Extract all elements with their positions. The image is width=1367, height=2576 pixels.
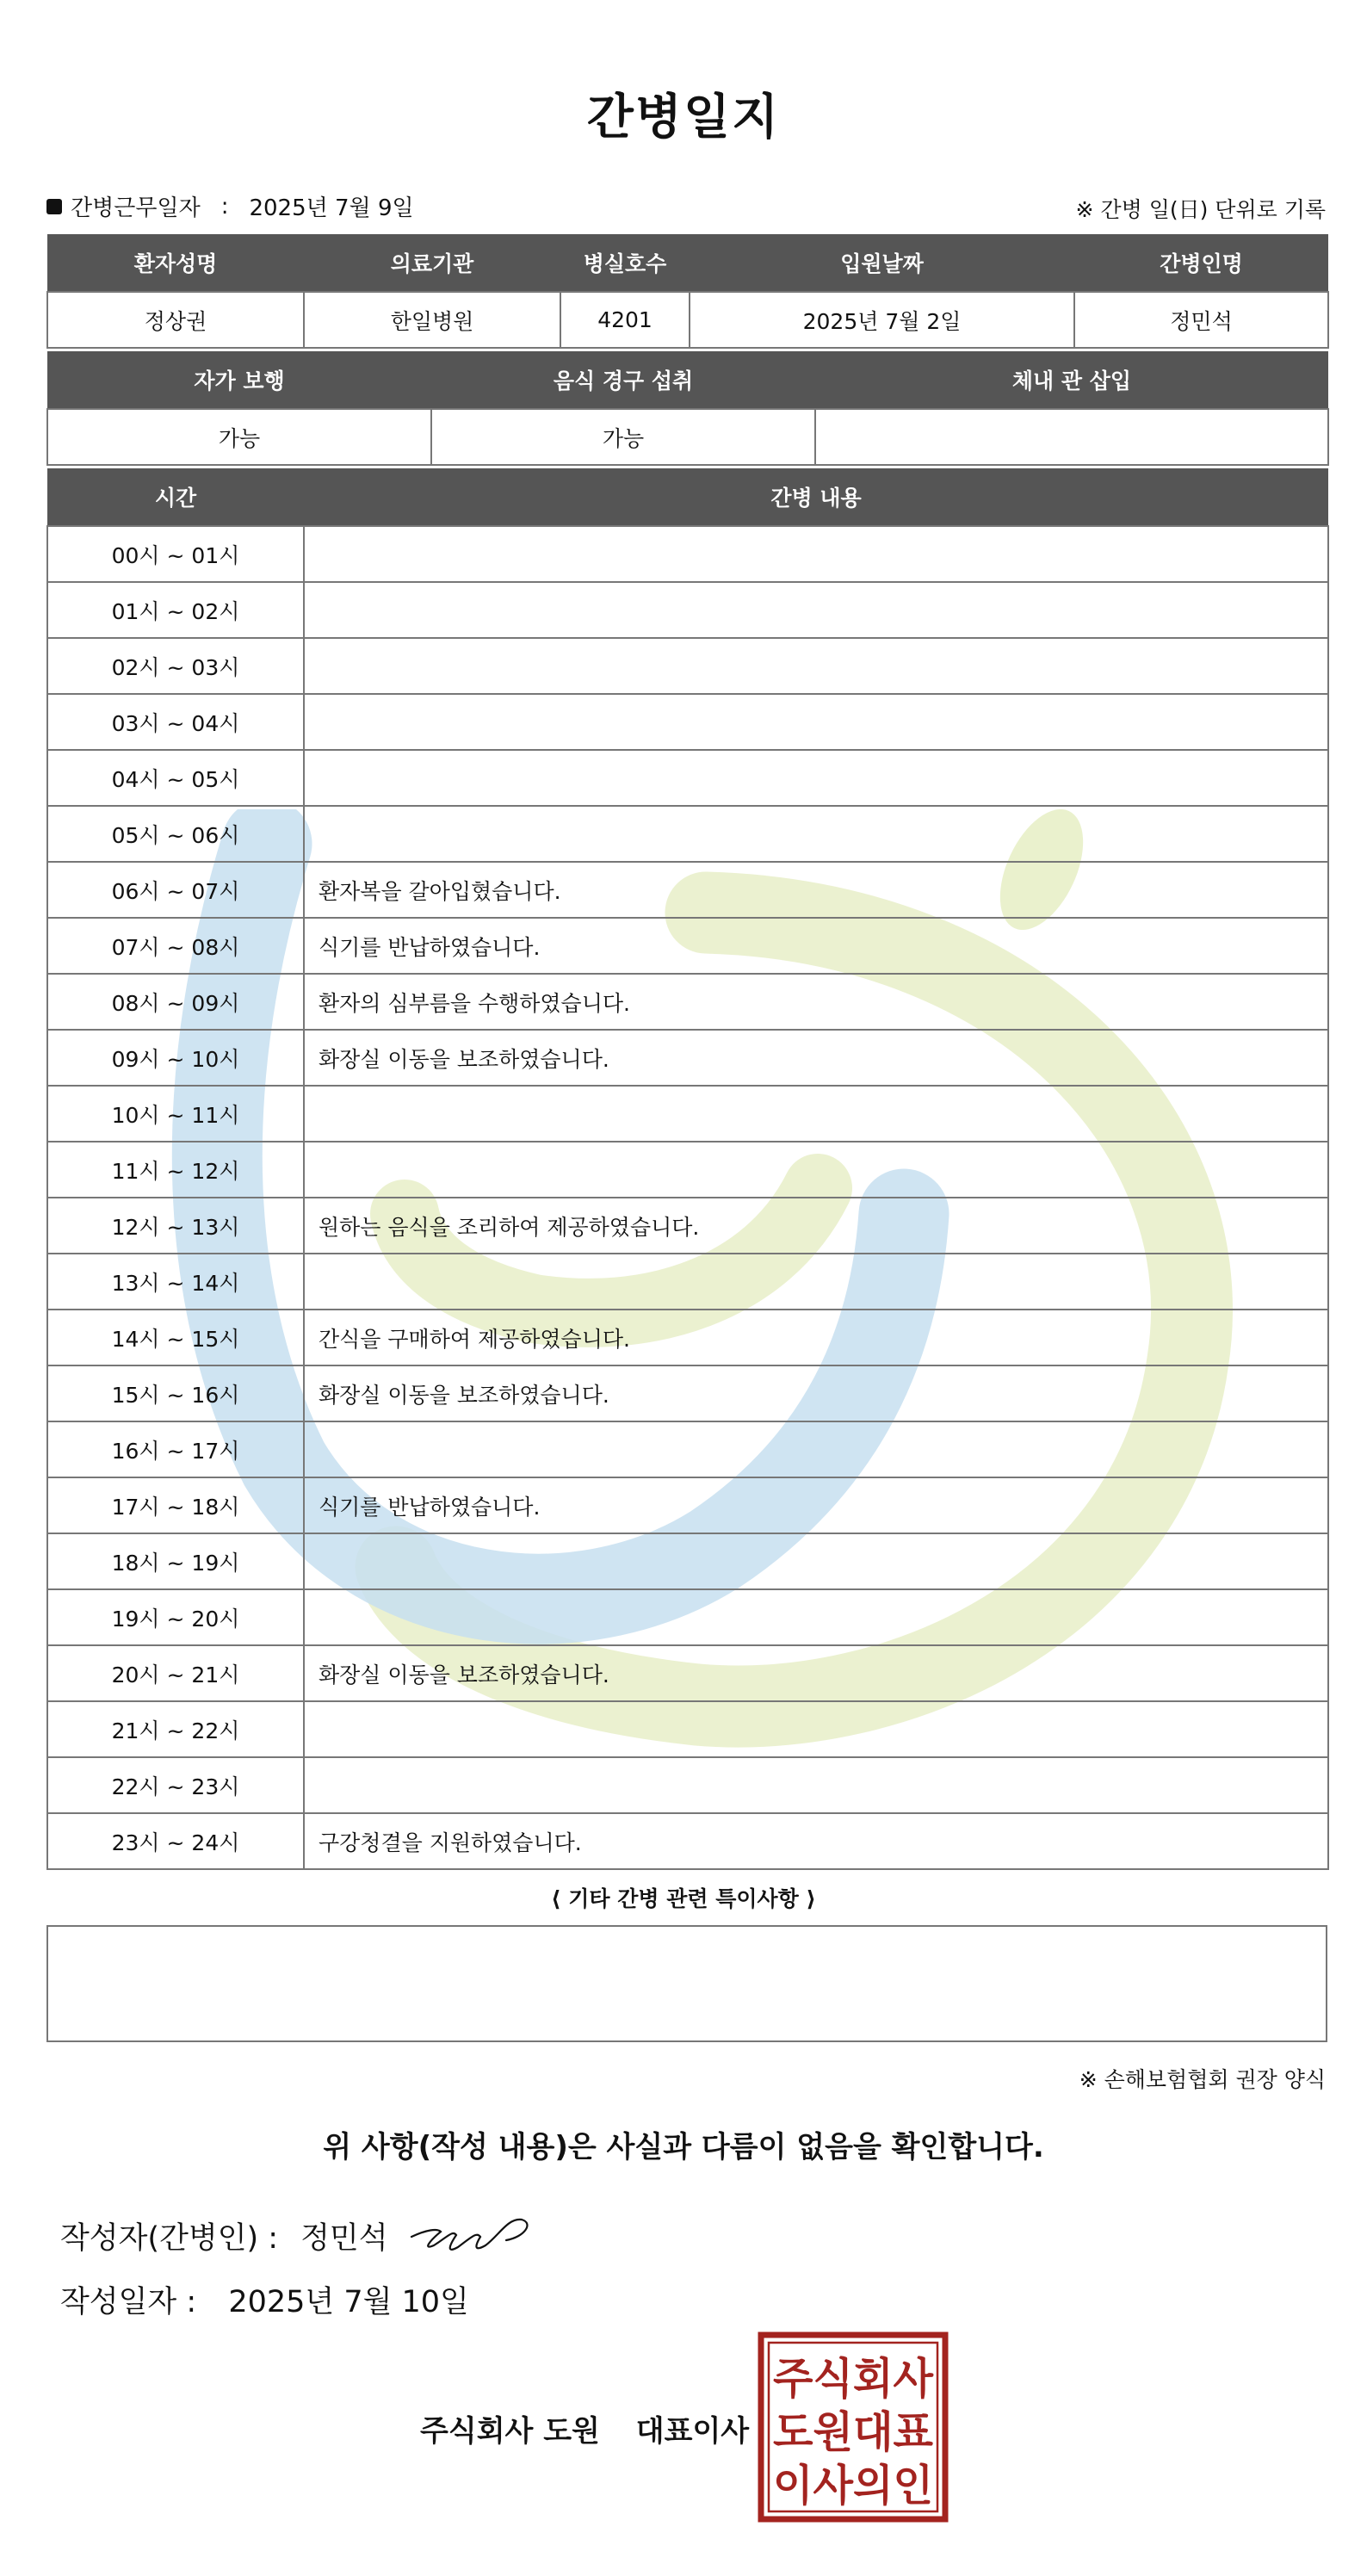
colon: : (220, 193, 229, 220)
care-content (304, 1589, 1328, 1645)
company-seal (758, 2331, 949, 2523)
care-content: 환자복을 갈아입혔습니다. (304, 862, 1328, 918)
care-content (304, 1421, 1328, 1477)
oral-intake: 가능 (431, 409, 815, 465)
header-care-content: 간병 내용 (304, 468, 1328, 526)
header-hospital: 의료기관 (304, 234, 560, 292)
patient-status-table (46, 351, 1329, 466)
table-row (47, 694, 1328, 750)
caregiver-name: 정민석 (1074, 292, 1328, 348)
signature (405, 2211, 534, 2259)
time-slot: 00시 ~ 01시 (47, 526, 304, 582)
time-slot: 23시 ~ 24시 (47, 1813, 304, 1869)
header-admission-date: 입원날짜 (690, 234, 1074, 292)
table-row (47, 1533, 1328, 1589)
tube-insertion (815, 409, 1328, 465)
header-oral-intake: 음식 경구 섭취 (431, 351, 815, 409)
seal-line-1: 주식회사 (773, 2354, 934, 2404)
care-content (304, 1757, 1328, 1813)
company-name: 주식회사 도원 (420, 2414, 600, 2449)
table-row (47, 638, 1328, 694)
time-slot: 20시 ~ 21시 (47, 1645, 304, 1701)
care-content: 환자의 심부름을 수행하였습니다. (304, 974, 1328, 1030)
table-row (47, 1030, 1328, 1086)
care-content: 화장실 이동을 보조하였습니다. (304, 1365, 1328, 1421)
care-content (304, 526, 1328, 582)
table-row (47, 1813, 1328, 1869)
table-row (47, 750, 1328, 806)
time-slot: 21시 ~ 22시 (47, 1701, 304, 1757)
care-content: 식기를 반납하였습니다. (304, 1477, 1328, 1533)
time-slot: 19시 ~ 20시 (47, 1589, 304, 1645)
time-slot: 10시 ~ 11시 (47, 1086, 304, 1142)
work-date-label: 간병근무일자 (71, 195, 201, 221)
time-slot: 02시 ~ 03시 (47, 638, 304, 694)
header-tube-insertion: 체내 관 삽입 (815, 351, 1328, 409)
table-row (47, 1421, 1328, 1477)
hospital: 한일병원 (304, 292, 560, 348)
remarks-box (46, 1925, 1327, 2042)
admission-date: 2025년 7월 2일 (690, 292, 1074, 348)
time-slot: 15시 ~ 16시 (47, 1365, 304, 1421)
room-number: 4201 (560, 292, 690, 348)
header-self-walking: 자가 보행 (47, 351, 431, 409)
table-row (47, 526, 1328, 582)
time-slot: 14시 ~ 15시 (47, 1310, 304, 1365)
daily-record-note: ※ 간병 일(日) 단위로 기록 (1075, 197, 1326, 222)
table-row (47, 582, 1328, 638)
table-row (47, 1365, 1328, 1421)
care-content (304, 582, 1328, 638)
table-row (47, 1142, 1328, 1198)
care-content: 식기를 반납하였습니다. (304, 918, 1328, 974)
time-slot: 05시 ~ 06시 (47, 806, 304, 862)
time-slot: 04시 ~ 05시 (47, 750, 304, 806)
writer-line (60, 2214, 388, 2257)
time-slot: 18시 ~ 19시 (47, 1533, 304, 1589)
care-log-table (46, 468, 1329, 1870)
time-slot: 08시 ~ 09시 (47, 974, 304, 1030)
header-room-number: 병실호수 (560, 234, 690, 292)
care-content: 화장실 이동을 보조하였습니다. (304, 1645, 1328, 1701)
time-slot: 11시 ~ 12시 (47, 1142, 304, 1198)
care-content (304, 638, 1328, 694)
time-slot: 09시 ~ 10시 (47, 1030, 304, 1086)
care-content (304, 1701, 1328, 1757)
table-row (47, 862, 1328, 918)
confirmation-statement: 위 사항(작성 내용)은 사실과 다름이 없음을 확인합니다. (323, 2130, 1044, 2164)
header-patient-name: 환자성명 (47, 234, 304, 292)
care-content (304, 1142, 1328, 1198)
table-row (47, 1589, 1328, 1645)
patient-info-table (46, 234, 1329, 349)
time-slot: 13시 ~ 14시 (47, 1254, 304, 1310)
self-walking: 가능 (47, 409, 431, 465)
write-date-value: 2025년 7월 10일 (228, 2285, 469, 2319)
time-slot: 07시 ~ 08시 (47, 918, 304, 974)
time-slot: 17시 ~ 18시 (47, 1477, 304, 1533)
care-content: 구강청결을 지원하였습니다. (304, 1813, 1328, 1869)
care-content (304, 750, 1328, 806)
table-row (47, 974, 1328, 1030)
care-content: 화장실 이동을 보조하였습니다. (304, 1030, 1328, 1086)
time-slot: 22시 ~ 23시 (47, 1757, 304, 1813)
table-row (47, 1645, 1328, 1701)
table-row (47, 1701, 1328, 1757)
care-content (304, 806, 1328, 862)
care-content (304, 694, 1328, 750)
patient-name: 정상권 (47, 292, 304, 348)
writer-label: 작성자(간병인) : (60, 2221, 279, 2256)
care-content: 간식을 구매하여 제공하였습니다. (304, 1310, 1328, 1365)
table-row (47, 1477, 1328, 1533)
remarks-title: ⟨ 기타 간병 관련 특이사항 ⟩ (551, 1886, 816, 1911)
time-slot: 03시 ~ 04시 (47, 694, 304, 750)
recommended-form-note: ※ 손해보험협회 권장 양식 (1079, 2067, 1326, 2092)
work-date-value: 2025년 7월 9일 (249, 195, 414, 221)
time-slot: 01시 ~ 02시 (47, 582, 304, 638)
table-row (47, 1086, 1328, 1142)
company-representative-title: 대표이사 (635, 2414, 750, 2449)
seal-line-2: 도원대표 (773, 2407, 934, 2457)
care-content (304, 1533, 1328, 1589)
writer-name: 정민석 (300, 2221, 388, 2256)
table-row (47, 806, 1328, 862)
care-content (304, 1254, 1328, 1310)
table-row (47, 918, 1328, 974)
work-date (46, 190, 414, 222)
company-line (420, 2407, 749, 2449)
time-slot: 16시 ~ 17시 (47, 1421, 304, 1477)
table-row (47, 1310, 1328, 1365)
care-content (304, 1086, 1328, 1142)
write-date-label: 작성일자 : (60, 2285, 197, 2319)
table-row (47, 1757, 1328, 1813)
seal-line-3: 이사의인 (773, 2461, 933, 2511)
table-row (47, 1198, 1328, 1254)
header-caregiver-name: 간병인명 (1074, 234, 1328, 292)
bullet-square-icon (46, 199, 62, 214)
time-slot: 06시 ~ 07시 (47, 862, 304, 918)
header-time: 시간 (47, 468, 304, 526)
time-slot: 12시 ~ 13시 (47, 1198, 304, 1254)
write-date-line (60, 2278, 469, 2321)
care-content: 원하는 음식을 조리하여 제공하였습니다. (304, 1198, 1328, 1254)
table-row (47, 1254, 1328, 1310)
page-title: 간병일지 (586, 90, 781, 146)
